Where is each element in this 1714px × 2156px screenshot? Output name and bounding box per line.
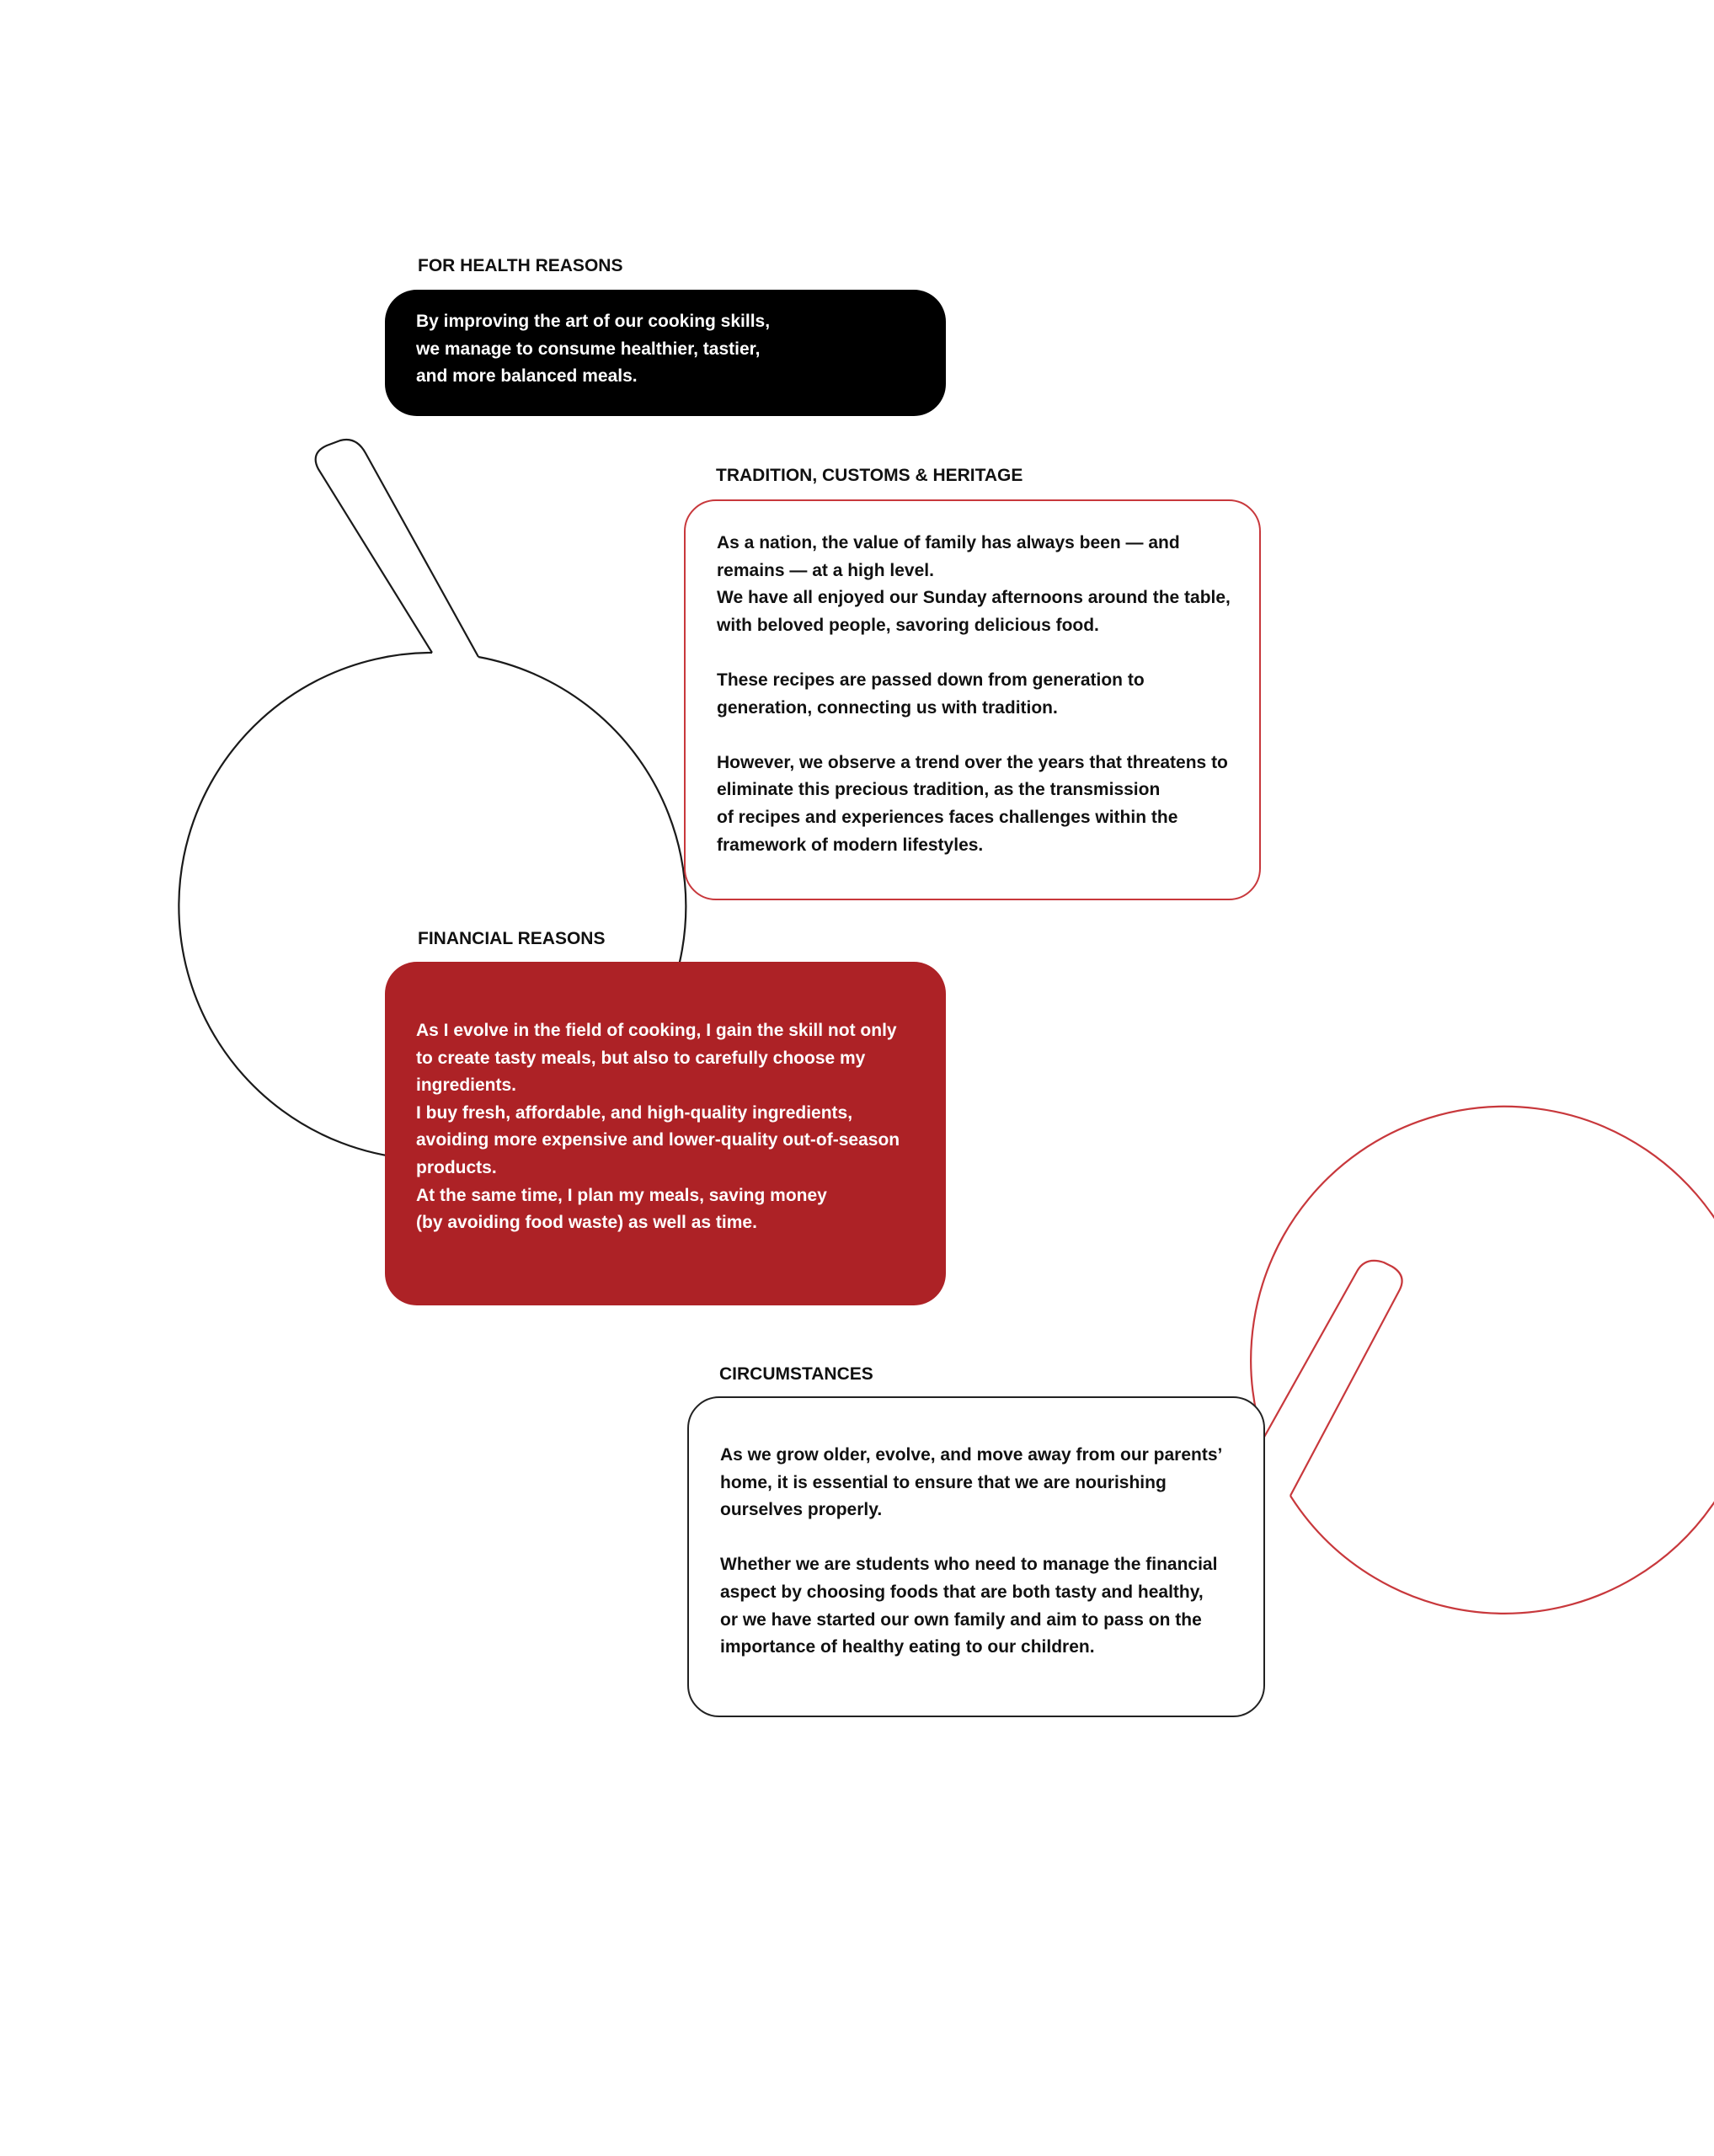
body-line: avoiding more expensive and lower-quality out-of-season [416,1130,900,1150]
body-line: of recipes and experiences faces challenges within the [717,807,1178,827]
body-line: As a nation, the value of family has always been — and [717,533,1180,552]
body-line: However, we observe a trend over the years that threatens to [717,752,1228,772]
body-line: As I evolve in the field of cooking, I gain the skill not only [416,1021,897,1040]
body-line: By improving the art of our cooking skills, [416,312,771,331]
body-line: Whether we are students who need to manage the financial [720,1555,1218,1575]
body-line: and more balanced meals. [416,366,638,387]
body-line: ingredients. [416,1075,517,1096]
body-line: generation, connecting us with tradition. [717,697,1058,718]
financial-heading: FINANCIAL REASONS [418,929,606,948]
paragraph-spacer [717,722,1228,750]
pan-outline-bottom-right [1251,1107,1714,1614]
body-line: We have all enjoyed our Sunday afternoons around the table, [717,588,1231,608]
paragraph-spacer [720,1524,1232,1552]
circumstances-heading: CIRCUMSTANCES [719,1364,873,1384]
body-line: remains — at a high level. [717,560,934,580]
body-line: products. [416,1157,497,1177]
body-line: aspect by choosing foods that are both tasty and healthy, [720,1582,1204,1602]
body-line: or we have started our own family and aim to pass on the [720,1609,1202,1630]
body-line: to create tasty meals, but also to carefully choose my [416,1048,866,1068]
body-line: with beloved people, savoring delicious food. [717,615,1099,635]
tradition-heading: TRADITION, CUSTOMS & HERITAGE [716,466,1023,485]
paragraph-spacer [717,639,1228,667]
body-line: These recipes are passed down from generation to [717,670,1145,690]
body-line: we manage to consume healthier, tastier, [416,339,761,359]
body-line: home, it is essential to ensure that we are nourishing [720,1472,1167,1492]
body-line: ourselves properly. [720,1500,883,1520]
body-line: framework of modern lifestyles. [717,835,984,855]
body-line: importance of healthy eating to our children. [720,1637,1095,1657]
tradition-card [684,499,1261,900]
health-heading: FOR HEALTH REASONS [418,256,623,275]
body-line: (by avoiding food waste) as well as time. [416,1213,757,1233]
body-line: As we grow older, evolve, and move away from our parents’ [720,1445,1223,1465]
body-line: eliminate this precious tradition, as the transmission [717,780,1161,800]
body-line: I buy fresh, affordable, and high-quality ingredients, [416,1102,853,1123]
financial-card [385,962,946,1305]
body-line: At the same time, I plan my meals, saving money [416,1185,827,1205]
health-card [385,290,946,416]
circumstances-card [687,1396,1265,1717]
